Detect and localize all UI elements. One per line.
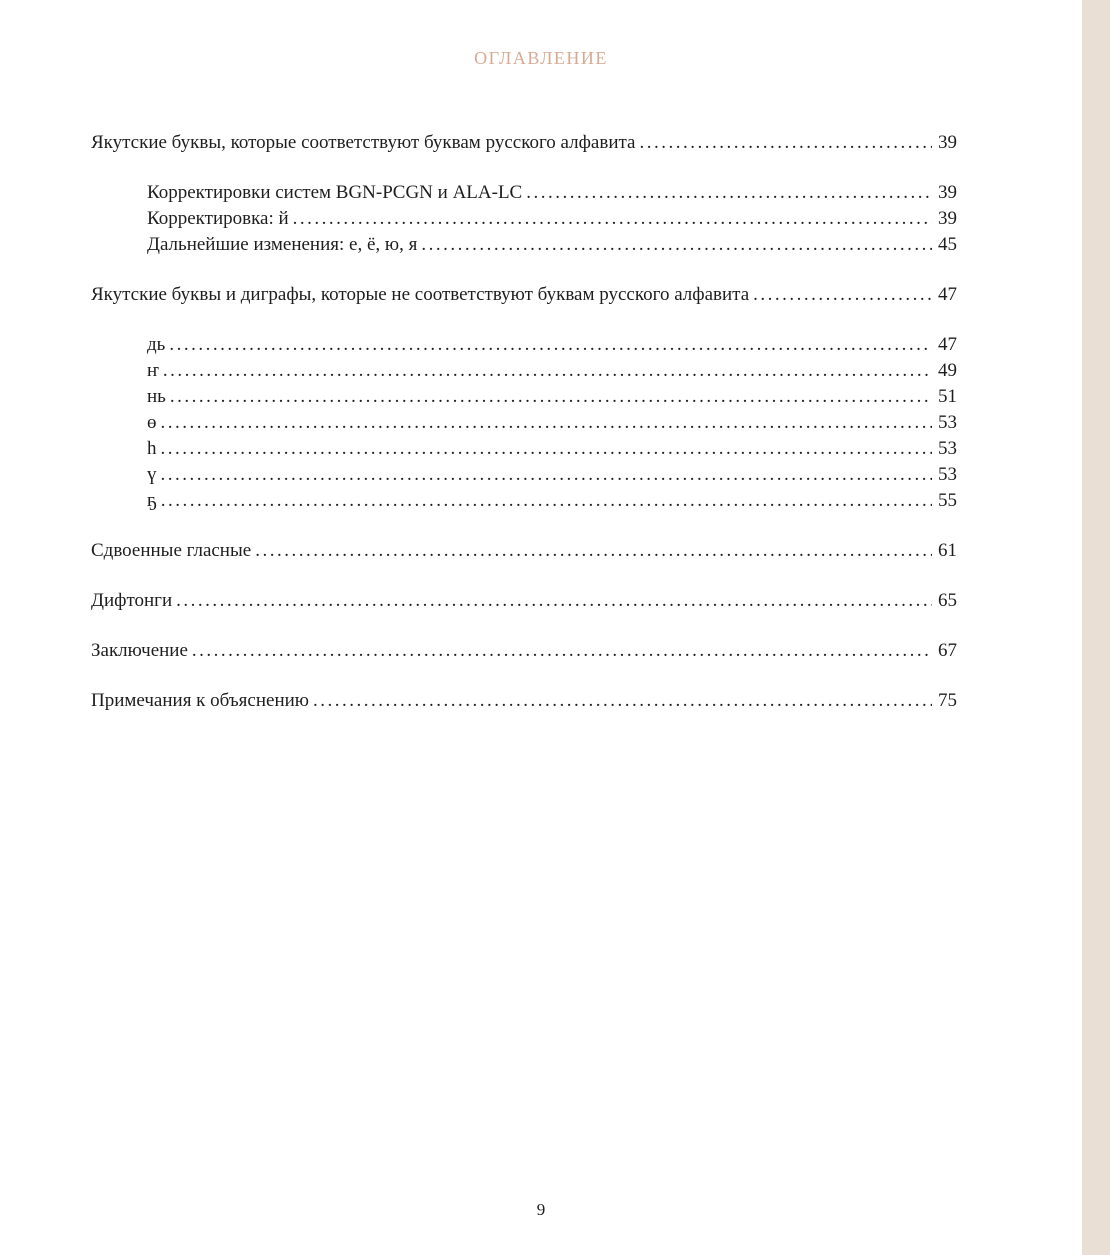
- page-number: 9: [536, 1200, 546, 1219]
- toc-entry-text: Сдвоенные гласные: [91, 540, 252, 561]
- toc-entry-text: Заключение: [91, 640, 188, 661]
- toc-entry-page: 39: [938, 208, 957, 229]
- toc-subentry[interactable]: [91, 358, 957, 384]
- toc-subentry[interactable]: [91, 332, 957, 358]
- toc-entry[interactable]: [91, 282, 957, 308]
- toc-entry-text: Дифтонги: [91, 590, 173, 611]
- leader-dots: [526, 180, 932, 206]
- toc-entry-page: 39: [938, 182, 957, 203]
- toc-entry[interactable]: [91, 588, 957, 614]
- toc-entry[interactable]: [91, 688, 957, 714]
- leader-dots: [293, 206, 932, 232]
- toc-entry-page: 51: [938, 386, 957, 407]
- leader-dots: [163, 358, 932, 384]
- toc-entry-page: 55: [938, 490, 957, 511]
- leader-dots: [161, 462, 933, 488]
- leader-dots: [255, 538, 932, 564]
- page-title: ОГЛАВЛЕНИЕ: [474, 48, 608, 68]
- toc-entry-page: 75: [938, 690, 957, 711]
- toc-entry[interactable]: [91, 130, 957, 156]
- toc-entry[interactable]: [91, 538, 957, 564]
- toc-entry-text: ү: [147, 464, 157, 485]
- toc-entry-text: һ: [147, 438, 157, 459]
- toc-entry-page: 49: [938, 360, 957, 381]
- toc-entry-page: 67: [938, 640, 957, 661]
- toc-entry-text: ҥ: [147, 360, 159, 381]
- toc-entry[interactable]: [91, 638, 957, 664]
- leader-dots: [161, 436, 933, 462]
- toc-subentry[interactable]: [91, 180, 957, 206]
- toc-entry-page: 39: [938, 132, 957, 153]
- leader-dots: [313, 688, 932, 714]
- leader-dots: [639, 130, 932, 156]
- page-edge: [1082, 0, 1110, 1255]
- toc-entry-page: 61: [938, 540, 957, 561]
- toc-entry-page: 47: [938, 334, 957, 355]
- leader-dots: [161, 488, 932, 514]
- leader-dots: [753, 282, 932, 308]
- toc-entry-text: Корректировка: й: [147, 208, 289, 229]
- toc-entry-page: 47: [938, 284, 957, 305]
- toc-subentry[interactable]: [91, 488, 957, 514]
- leader-dots: [192, 638, 932, 664]
- table-of-contents: [91, 130, 957, 714]
- toc-entry-text: Якутские буквы и диграфы, которые не соответствуют буквам русского алфавита: [91, 284, 750, 305]
- toc-entry-page: 53: [938, 464, 957, 485]
- toc-entry-text: нь: [147, 386, 166, 407]
- toc-entry-page: 45: [938, 234, 957, 255]
- toc-entry-text: дь: [147, 334, 166, 355]
- leader-dots: [421, 232, 932, 258]
- toc-entry-page: 53: [938, 438, 957, 459]
- toc-subentry[interactable]: [91, 462, 957, 488]
- toc-entry-text: ө: [147, 412, 157, 433]
- toc-entry-text: Корректировки систем BGN-PCGN и ALA-LC: [147, 182, 523, 203]
- toc-entry-page: 53: [938, 412, 957, 433]
- toc-entry-text: ҕ: [147, 490, 157, 511]
- leader-dots: [170, 384, 932, 410]
- toc-entry-page: 65: [938, 590, 957, 611]
- leader-dots: [176, 588, 932, 614]
- leader-dots: [169, 332, 932, 358]
- toc-entry-text: Якутские буквы, которые соответствуют буквам русского алфавита: [91, 132, 636, 153]
- toc-subentry[interactable]: [91, 410, 957, 436]
- toc-subentry[interactable]: [91, 436, 957, 462]
- toc-subentry[interactable]: [91, 232, 957, 258]
- toc-entry-text: Примечания к объяснению: [91, 690, 309, 711]
- toc-entry-text: Дальнейшие изменения: е, ё, ю, я: [147, 234, 418, 255]
- leader-dots: [161, 410, 933, 436]
- toc-subentry[interactable]: [91, 384, 957, 410]
- toc-subentry[interactable]: [91, 206, 957, 232]
